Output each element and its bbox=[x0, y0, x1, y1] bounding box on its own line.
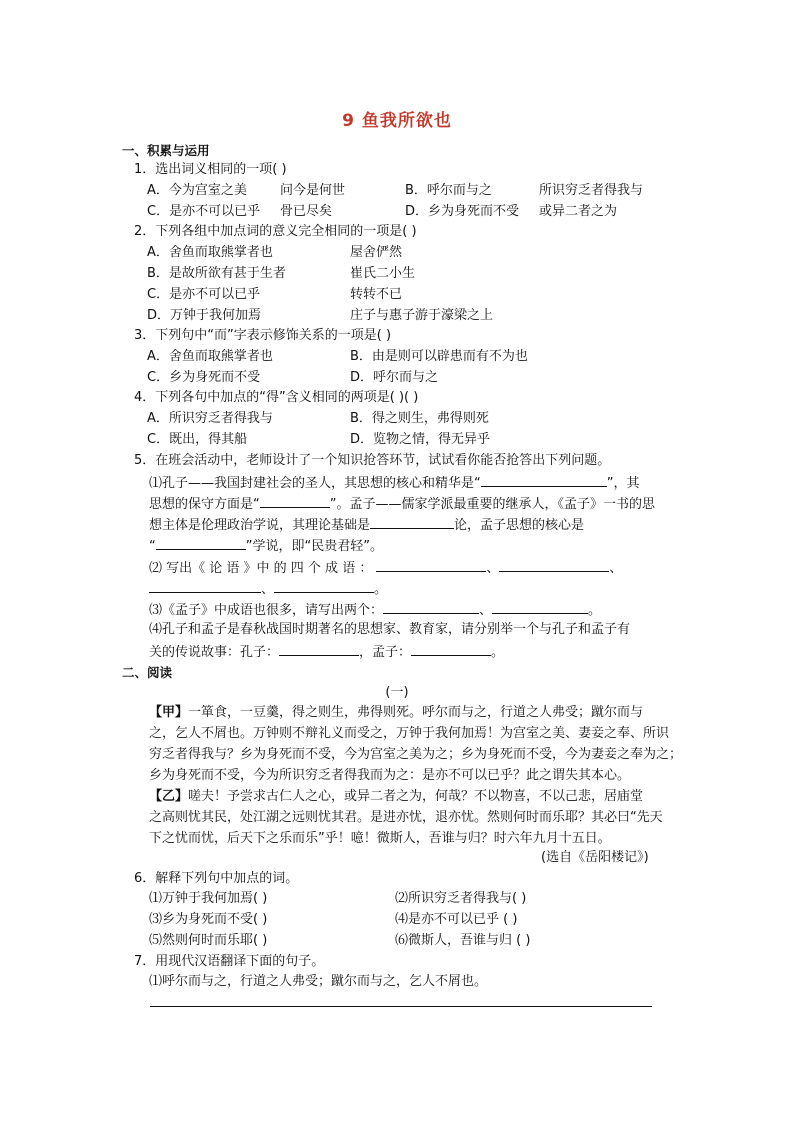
q3-option-d: D．呼尔而与之 bbox=[350, 370, 439, 385]
q2-c-left: C．是亦不可以已乎 bbox=[147, 287, 261, 302]
q2-d-right: 庄子与惠子游于濠梁之上 bbox=[350, 308, 494, 323]
answer-blank[interactable] bbox=[149, 578, 261, 593]
q1-d-left: D．乡为身死而不受 bbox=[405, 204, 520, 219]
answer-blank[interactable] bbox=[499, 557, 609, 572]
answer-line[interactable] bbox=[150, 1006, 652, 1007]
q6-item-3: ⑶乡为身死而不受( ) bbox=[149, 912, 268, 927]
q5-p2-sep: 、 bbox=[261, 582, 275, 597]
q5-p2-text: ⑵ 写出《 论 语 》中 的 四 个 成 语 ： bbox=[149, 561, 373, 576]
q1-a-left: A．今为宫室之美 bbox=[147, 183, 247, 198]
q6-item-6: ⑹微斯人，吾谁与归 ( ) bbox=[395, 933, 531, 948]
q1-b-left: B．呼尔而与之 bbox=[405, 183, 492, 198]
q5-p4-text-d: 。 bbox=[491, 645, 505, 660]
q5-p1-text-e: 想主体是伦理政治学说，其理论基础是 bbox=[149, 518, 371, 533]
q1-a-right: 问今是何世 bbox=[280, 183, 346, 198]
q5-p4-text-b: 关的传说故事：孔子： bbox=[149, 645, 280, 660]
q4-stem: 4．下列各句中加点的“得”含义相同的两项是( )( ) bbox=[134, 390, 419, 405]
q4-option-b: B．得之则生，弗得则死 bbox=[350, 411, 489, 426]
q2-c-right: 转转不已 bbox=[350, 287, 403, 302]
q5-p1-text-h: ”学说，即“民贵君轻”。 bbox=[245, 539, 383, 554]
q5-part1-line2 bbox=[149, 493, 655, 515]
answer-blank[interactable] bbox=[376, 557, 486, 572]
q5-part4-line1: ⑷孔子和孟子是春秋战国时期著名的思想家、教育家，请分别举一个与孔子和孟子有 bbox=[149, 622, 631, 637]
section-heading-2: 二、阅读 bbox=[122, 665, 173, 680]
q5-p3-end: 。 bbox=[588, 603, 602, 618]
q5-p1-text-g: “ bbox=[149, 539, 156, 554]
q5-part1-line1 bbox=[149, 472, 640, 494]
answer-blank[interactable] bbox=[274, 578, 374, 593]
answer-blank[interactable] bbox=[411, 641, 491, 656]
q5-p1-text-d: ”。孟子——儒家学派最重要的继承人，《孟子》一书的思 bbox=[329, 497, 655, 512]
q5-part3 bbox=[149, 599, 601, 621]
q5-part2-line1 bbox=[149, 557, 622, 579]
q2-a-right: 屋舍俨然 bbox=[350, 245, 403, 260]
answer-blank[interactable] bbox=[260, 493, 330, 508]
q4-option-d: D．览物之情，得无异乎 bbox=[350, 432, 491, 447]
q3-option-c: C．乡为身死而不受 bbox=[147, 370, 261, 385]
q1-c-left: C．是亦不可以已乎 bbox=[147, 204, 261, 219]
passage-yi-line2: 之高则忧其民，处江湖之远则忧其君。是进亦忧，退亦忧。然则何时而乐耶？其必曰“先天 bbox=[149, 810, 663, 825]
q4-option-a: A．所识穷乏者得我与 bbox=[147, 411, 273, 426]
q5-part4-line2 bbox=[149, 641, 504, 663]
passage-yi-line1 bbox=[149, 787, 643, 807]
q2-d-left: D．万钟于我何加焉 bbox=[147, 308, 262, 323]
q5-p1-text-b: ”，其 bbox=[606, 476, 640, 491]
passage-jia-line1 bbox=[149, 703, 643, 723]
q2-b-right: 崔氏二小生 bbox=[350, 266, 416, 281]
q5-p3-sep: 、 bbox=[479, 603, 493, 618]
q3-stem: 3．下列句中“而”字表示修饰关系的一项是( ) bbox=[134, 328, 392, 343]
q2-a-left: A．舍鱼而取熊掌者也 bbox=[147, 245, 273, 260]
passage-jia-text: 一箪食，一豆羹，得之则生，弗得则死。呼尔而与之，行道之人弗受；蹴尔而与 bbox=[188, 705, 644, 720]
q6-item-4: ⑷是亦不可以已乎 ( ) bbox=[395, 912, 518, 927]
q5-p3-text: ⑶《孟子》中成语也很多，请写出两个： bbox=[149, 603, 384, 618]
q2-stem: 2．下列各组中加点词的意义完全相同的一项是( ) bbox=[134, 224, 417, 239]
answer-blank[interactable] bbox=[156, 535, 246, 550]
q5-p2-sep: 、 bbox=[609, 561, 623, 576]
answer-blank[interactable] bbox=[492, 599, 588, 614]
answer-blank[interactable] bbox=[370, 514, 454, 529]
q1-b-right: 所识穷乏者得我与 bbox=[539, 183, 644, 198]
q5-part1-line4 bbox=[149, 535, 383, 557]
q5-p1-text-c: 思想的保守方面是“ bbox=[149, 497, 260, 512]
q5-p4-text-c: ，孟子： bbox=[359, 645, 412, 660]
q1-stem: 1．选出词义相同的一项( ) bbox=[134, 162, 287, 177]
q3-option-b: B．由是则可以辟患而有不为也 bbox=[350, 349, 528, 364]
q7-stem: 7．用现代汉语翻译下面的句子。 bbox=[134, 954, 325, 969]
passage-yi-text: 嗟夫！予尝求古仁人之心，或异二者之为，何哉？不以物喜，不以己悲，居庙堂 bbox=[188, 789, 644, 804]
q5-stem: 5．在班会活动中，老师设计了一个知识抢答环节，试试看你能否抢答出下列问题。 bbox=[134, 453, 611, 468]
passage-yi-tag: 【乙】 bbox=[149, 789, 189, 804]
q5-p2-end: 。 bbox=[374, 582, 388, 597]
q7-sentence-1: ⑴呼尔而与之，行道之人弗受；蹴尔而与之，乞人不屑也。 bbox=[149, 974, 488, 989]
q5-p2-sep: 、 bbox=[486, 561, 500, 576]
answer-blank[interactable] bbox=[383, 599, 479, 614]
q6-item-2: ⑵所识穷乏者得我与( ) bbox=[395, 891, 527, 906]
q1-d-right: 或异二者之为 bbox=[539, 204, 618, 219]
page-title: 9 鱼我所欲也 bbox=[342, 111, 452, 131]
answer-blank[interactable] bbox=[279, 641, 359, 656]
answer-blank[interactable] bbox=[481, 472, 607, 487]
q5-p1-text-a: ⑴孔子——我国封建社会的圣人，其思想的核心和精华是“ bbox=[149, 476, 481, 491]
passage-source: (选自《岳阳楼记》) bbox=[541, 850, 649, 865]
passage-jia-line3: 穷乏者得我与？乡为身死而不受，今为宫室之美为之；乡为身死而不受，今为妻妾之奉为之； bbox=[149, 747, 683, 762]
q4-option-c: C．既出，得其船 bbox=[147, 432, 248, 447]
passage-jia-tag: 【甲】 bbox=[149, 705, 189, 720]
reading-part-label: (一) bbox=[385, 685, 409, 700]
q6-stem: 6．解释下列句中加点的词。 bbox=[134, 871, 299, 886]
q1-c-right: 骨已尽矣 bbox=[280, 204, 333, 219]
q5-part1-line3 bbox=[149, 514, 584, 536]
q5-p1-text-f: 论，孟子思想的核心是 bbox=[454, 518, 585, 533]
section-heading-1: 一、积累与运用 bbox=[122, 143, 210, 158]
q3-option-a: A．舍鱼而取熊掌者也 bbox=[147, 349, 273, 364]
q2-b-left: B．是故所欲有甚于生者 bbox=[147, 266, 286, 281]
q6-item-5: ⑸然则何时而乐耶( ) bbox=[149, 933, 268, 948]
q5-part2-line2 bbox=[149, 578, 387, 600]
q6-item-1: ⑴万钟于我何加焉( ) bbox=[149, 891, 268, 906]
passage-jia-line4: 乡为身死而不受，今为所识穷乏者得我而为之：是亦不可以已乎？此之谓失其本心。 bbox=[149, 768, 631, 783]
passage-jia-line2: 之，乞人不屑也。万钟则不辩礼义而受之，万钟于我何加焉！为宫室之美、妻妾之奉、所识 bbox=[149, 726, 670, 741]
passage-yi-line3: 下之忧而忧，后天下之乐而乐”乎！噫！微斯人，吾谁与归？时六年九月十五日。 bbox=[149, 831, 611, 846]
